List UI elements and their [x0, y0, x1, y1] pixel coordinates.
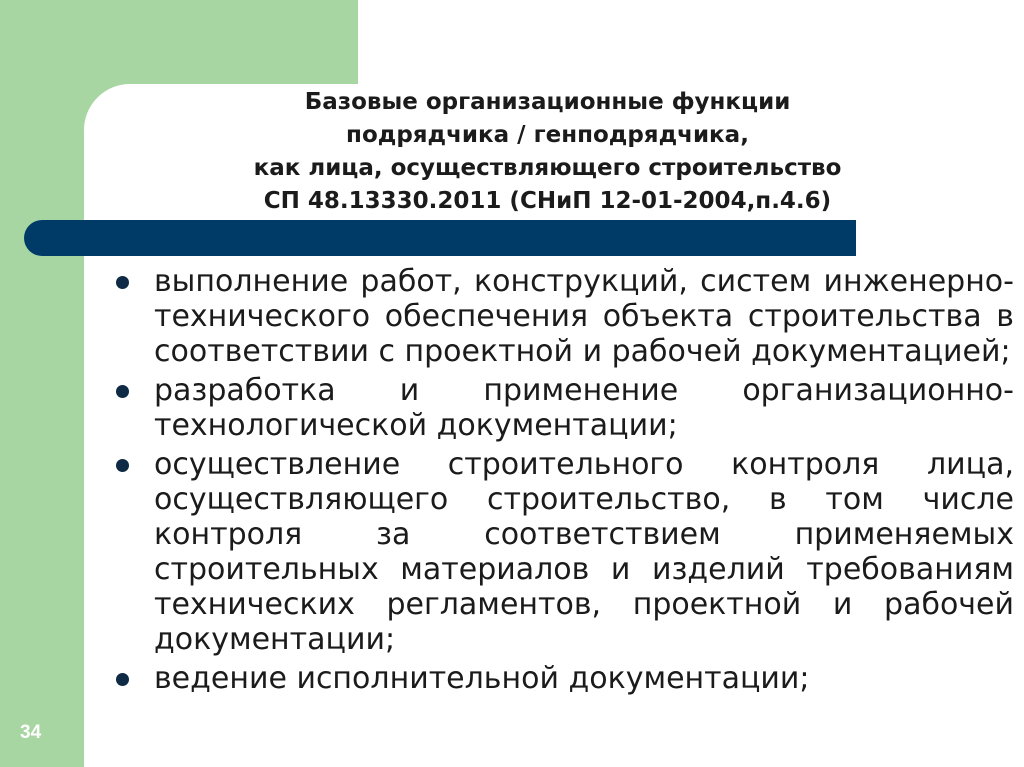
list-item [112, 373, 1014, 443]
title-line-2: подрядчика / генподрядчика, [346, 122, 749, 148]
title-divider-bar [24, 220, 856, 256]
bullet-dot-icon [116, 276, 129, 289]
bullet-dot-icon [116, 459, 129, 472]
title-line-4: СП 48.13330.2011 (СНиП 12-01-2004,п.4.6) [263, 188, 832, 214]
slide-page-number: 34 [20, 722, 42, 743]
bullet-text: разработка и применение организационно-технологической документации; [154, 373, 1014, 443]
bullet-text: осуществление строительного контроля лица, осуществляющего строительство, в том числе контроля за соответствием применяемых строительных материалов и изделий требованиям технических регламентов, проектной и рабочей документации; [154, 447, 1014, 657]
list-item [112, 264, 1014, 369]
title-line-1: Базовые организационные функции [304, 89, 791, 115]
bullet-text: выполнение работ, конструкций, систем инженерно-технического обеспечения объекта строительства в соответствии с проектной и рабочей документацией; [154, 264, 1014, 369]
bullet-text: ведение исполнительной документации; [154, 661, 810, 696]
bullet-list [112, 264, 1014, 700]
list-item [112, 447, 1014, 657]
slide-title [120, 86, 975, 218]
bullet-dot-icon [116, 385, 129, 398]
title-line-3: как лица, осуществляющего строительство [253, 155, 842, 181]
list-item [112, 661, 1014, 696]
bullet-dot-icon [116, 673, 129, 686]
